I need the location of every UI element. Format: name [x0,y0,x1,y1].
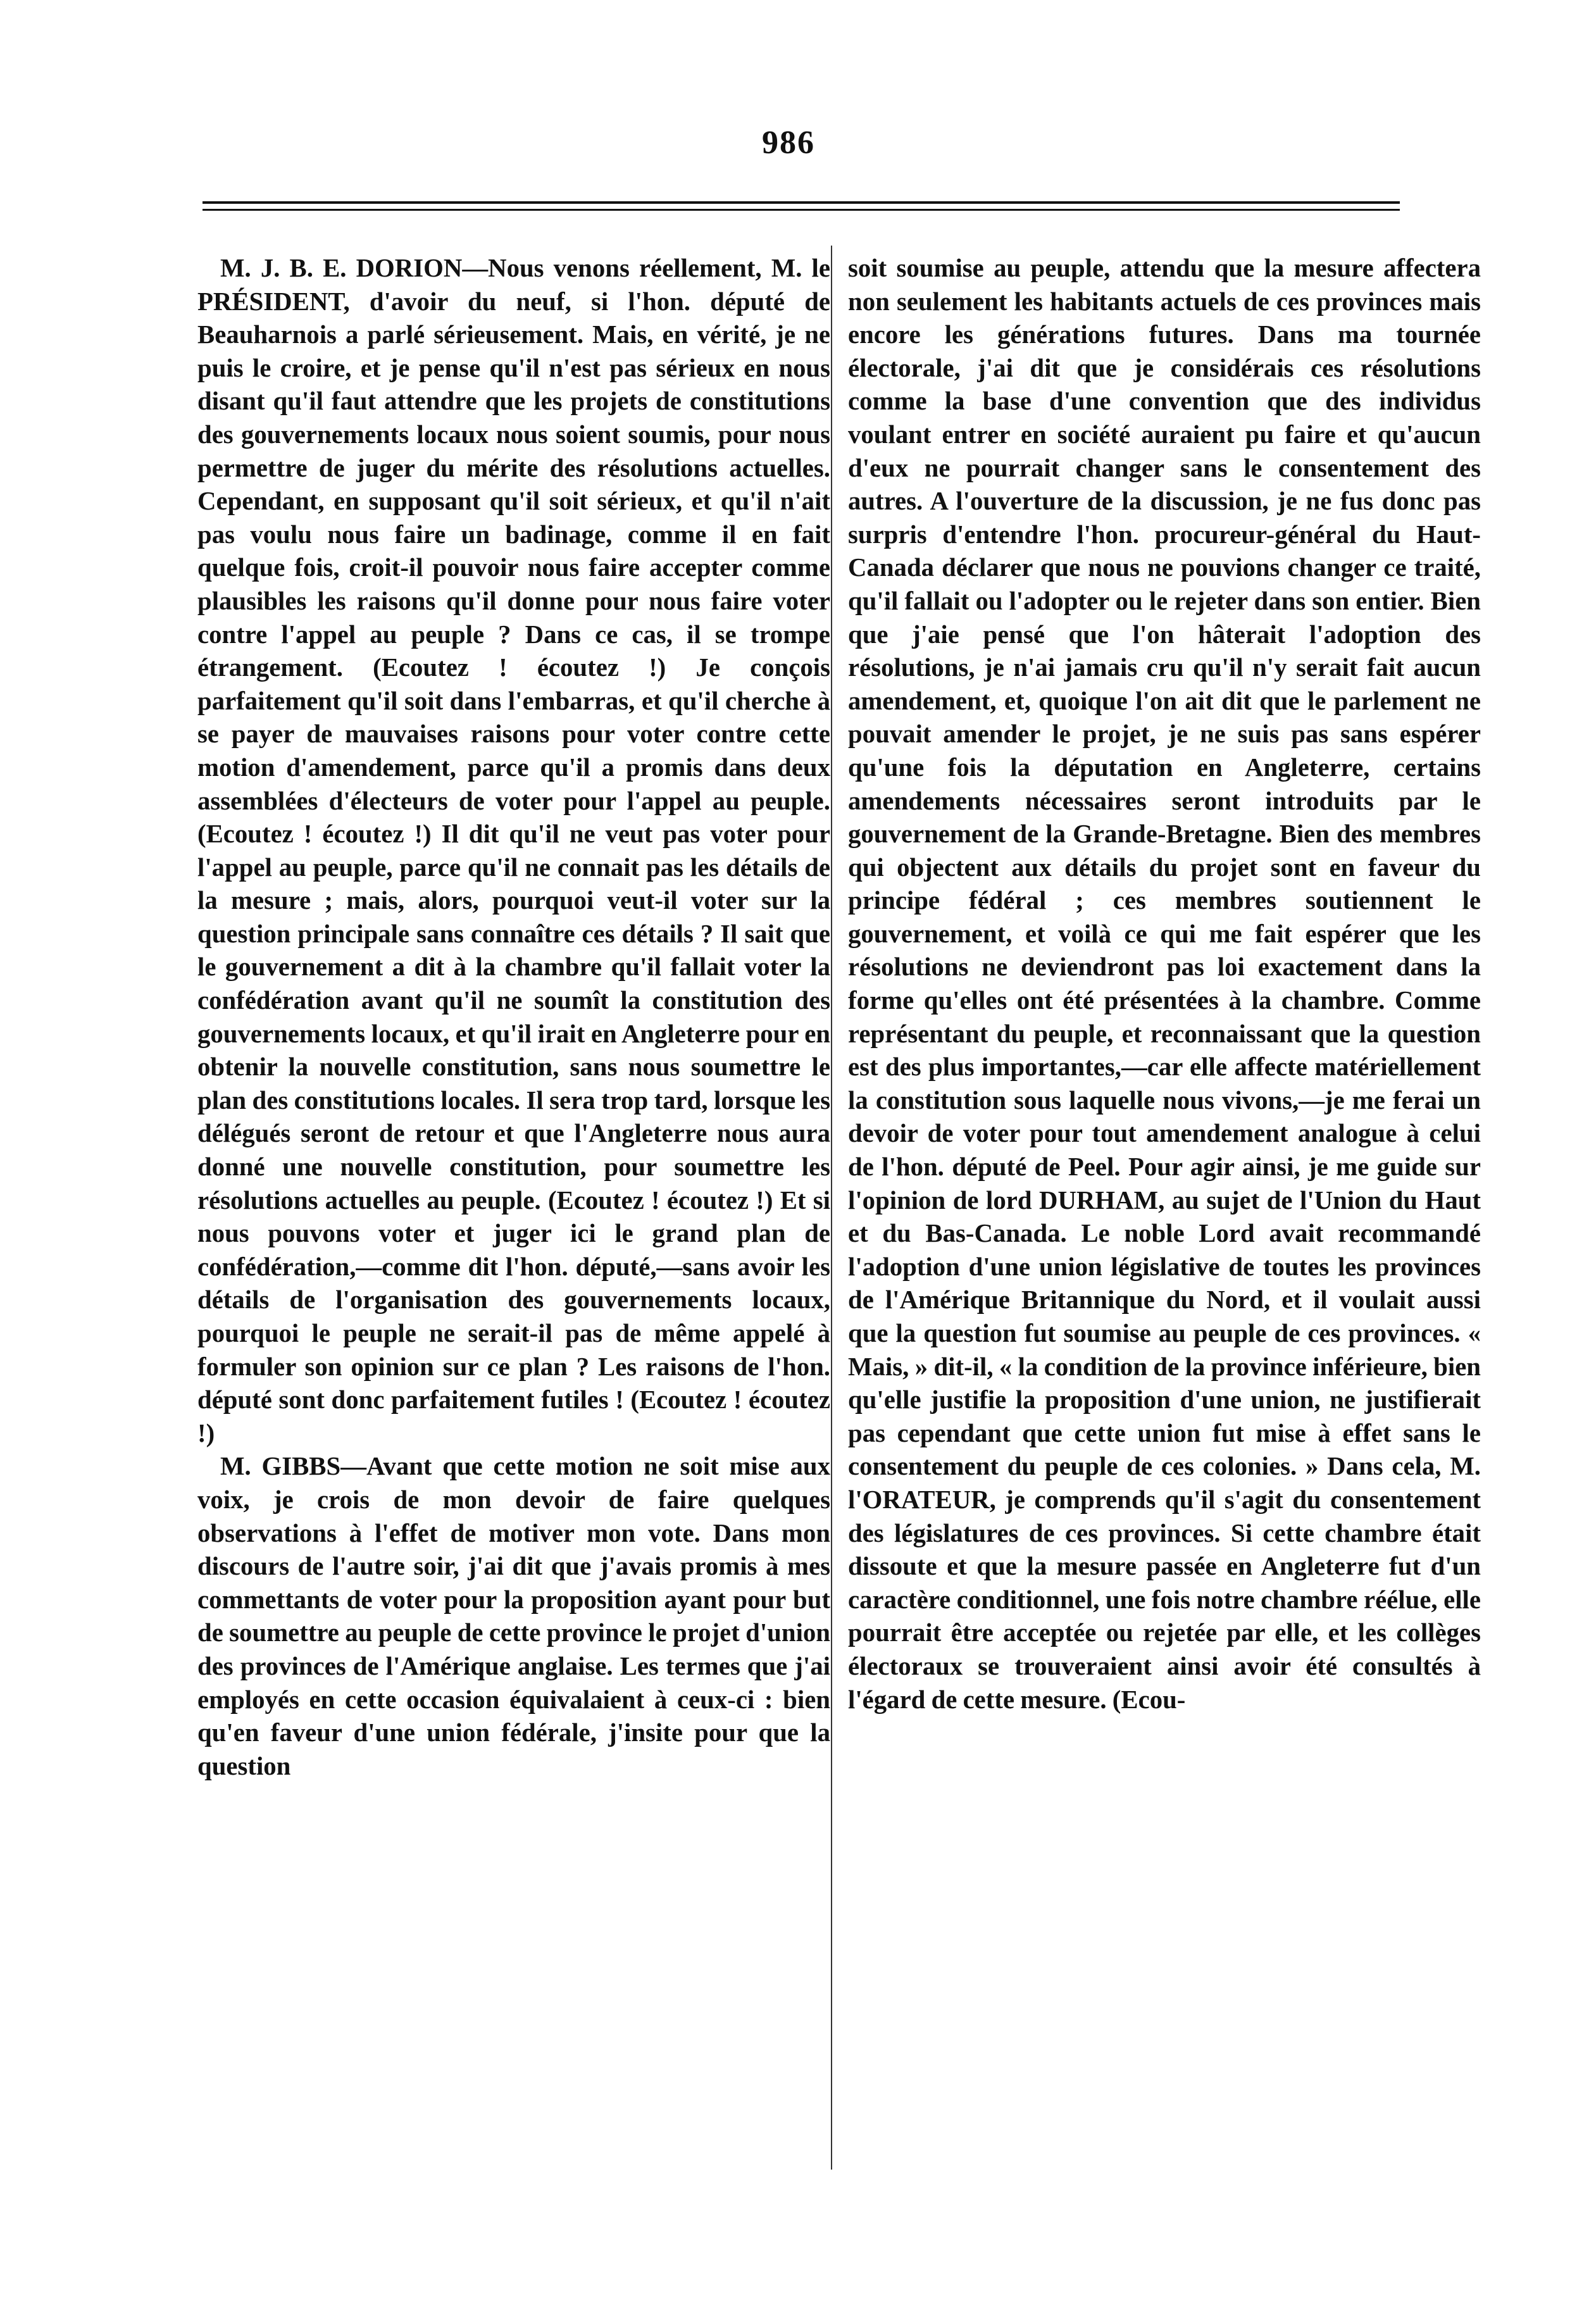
right-column [848,252,1481,2201]
paragraph-gibbs-continued: soit soumise au peuple, attendu que la mesure affectera non seulement les habitants actuels de ces provinces mais encore les générations futures. Dans ma tournée électorale, j'ai dit que je considérais ces résolutions comme la base d'une convention que des individus voulant entrer en société auraient pu faire et qu'aucun d'eux ne pourrait changer sans le consentement des autres. A l'ouverture de la discussion, je ne fus donc pas surpris d'entendre l'hon. procureur-général du Haut-Canada déclarer que nous ne pouvions changer ce traité, qu'il fallait ou l'adopter ou le rejeter dans son entier. Bien que j'aie pensé que l'on hâterait l'adoption des résolutions, je n'ai jamais cru qu'il n'y serait fait aucun amendement, et, quoique l'on ait dit que le parlement ne pouvait amender le projet, je ne suis pas sans espérer qu'une fois la députation en Angleterre, certains amendements nécessaires seront introduits par le gouvernement de la Grande-Bretagne. Bien des membres qui objectent aux détails du projet sont en faveur du principe fédéral ; ces membres soutiennent le gouvernement, et voilà ce qui me fait espérer que les résolutions ne deviendront pas loi exactement dans la forme qu'elles ont été présentées à la chambre. Comme représentant du peuple, et reconnaissant que la question est des plus importantes,—car elle affecte matériellement la constitution sous laquelle nous vivons,—je me ferai un devoir de voter pour tout amendement analogue à celui de l'hon. député de Peel. Pour agir ainsi, je me guide sur l'opinion de lord DURHAM, au sujet de l'Union du Haut et du Bas-Canada. Le noble Lord avait recommandé l'adoption d'une union législative de toutes les provinces de l'Amérique Britannique du Nord, et il voulait aussi que la question fut soumise au peuple de ces provinces. « Mais, » dit-il, « la condition de la province inférieure, bien qu'elle justifie la proposition d'une union, ne justifierait pas cependant que cette union fut mise à effet sans le consentement du peuple de ces colonies. » Dans cela, M. l'ORATEUR, je comprends qu'il s'agit du consentement des législatures de ces provinces. Si cette chambre était dissoute et que la mesure passée en Angleterre fut d'un caractère conditionnel, une fois notre chambre réélue, elle pourrait être acceptée ou rejetée par elle, et les collèges électoraux se trouveraient ainsi avoir été consultés à l'égard de cette mesure. (Ecou- [848,254,1481,1714]
left-column [197,252,830,2201]
column-divider [831,246,832,2170]
paragraph-dorion: M. J. B. E. DORION—Nous venons réellement, M. le PRÉSIDENT, d'avoir du neuf, si l'hon. député de Beauharnois a parlé sérieusement. Mais, en vérité, je ne puis le croire, et je pense qu'il n'est pas sérieux en nous disant qu'il faut attendre que les projets de constitutions des gouvernements locaux nous soient soumis, pour nous permettre de juger du mérite des résolutions actuelles. Cependant, en supposant qu'il soit sérieux, et qu'il n'ait pas voulu nous faire un badinage, comme il en fait quelque fois, croit-il pouvoir nous faire accepter comme plausibles les raisons qu'il donne pour nous faire voter contre l'appel au peuple ? Dans ce cas, il se trompe étrangement. (Ecoutez ! écoutez !) Je conçois parfaitement qu'il soit dans l'embarras, et qu'il cherche à se payer de mauvaises raisons pour voter contre cette motion d'amendement, parce qu'il a promis dans deux assemblées d'électeurs de voter pour l'appel au peuple. (Ecoutez ! écoutez !) Il dit qu'il ne veut pas voter pour l'appel au peuple, parce qu'il ne connait pas les détails de la mesure ; mais, alors, pourquoi veut-il voter sur la question principale sans connaître ces détails ? Il sait que le gouvernement a dit à la chambre qu'il fallait voter la confédération avant qu'il ne soumît la constitution des gouvernements locaux, et qu'il irait en Angleterre pour en obtenir la nouvelle constitution, sans nous soumettre le plan des constitutions locales. Il sera trop tard, lorsque les délégués seront de retour et que l'Angleterre nous aura donné une nouvelle constitution, pour soumettre les résolutions actuelles au peuple. (Ecoutez ! écoutez !) Et si nous pouvons voter et juger ici le grand plan de confédération,—comme dit l'hon. député,—sans avoir les détails de l'organisation des gouvernements locaux, pourquoi le peuple ne serait-il pas de même appelé à formuler son opinion sur ce plan ? Les raisons de l'hon. député sont donc parfaitement futiles ! (Ecoutez ! écoutez !) [197,254,830,1447]
paragraph-gibbs: M. GIBBS—Avant que cette motion ne soit mise aux voix, je crois de mon devoir de faire quelques observations à l'effet de motiver mon vote. Dans mon discours de l'autre soir, j'ai dit que j'avais promis à mes commettants de voter pour la proposition ayant pour but de soumettre au peuple de cette province le projet d'union des provinces de l'Amérique anglaise. Les termes que j'ai employés en cette occasion équivalaient à ceux-ci : bien qu'en faveur d'une union fédérale, j'insite pour que la question [197,1452,830,1780]
header-rule-top [203,201,1400,204]
page-number: 986 [762,125,815,161]
header-rule-bottom [203,209,1400,211]
